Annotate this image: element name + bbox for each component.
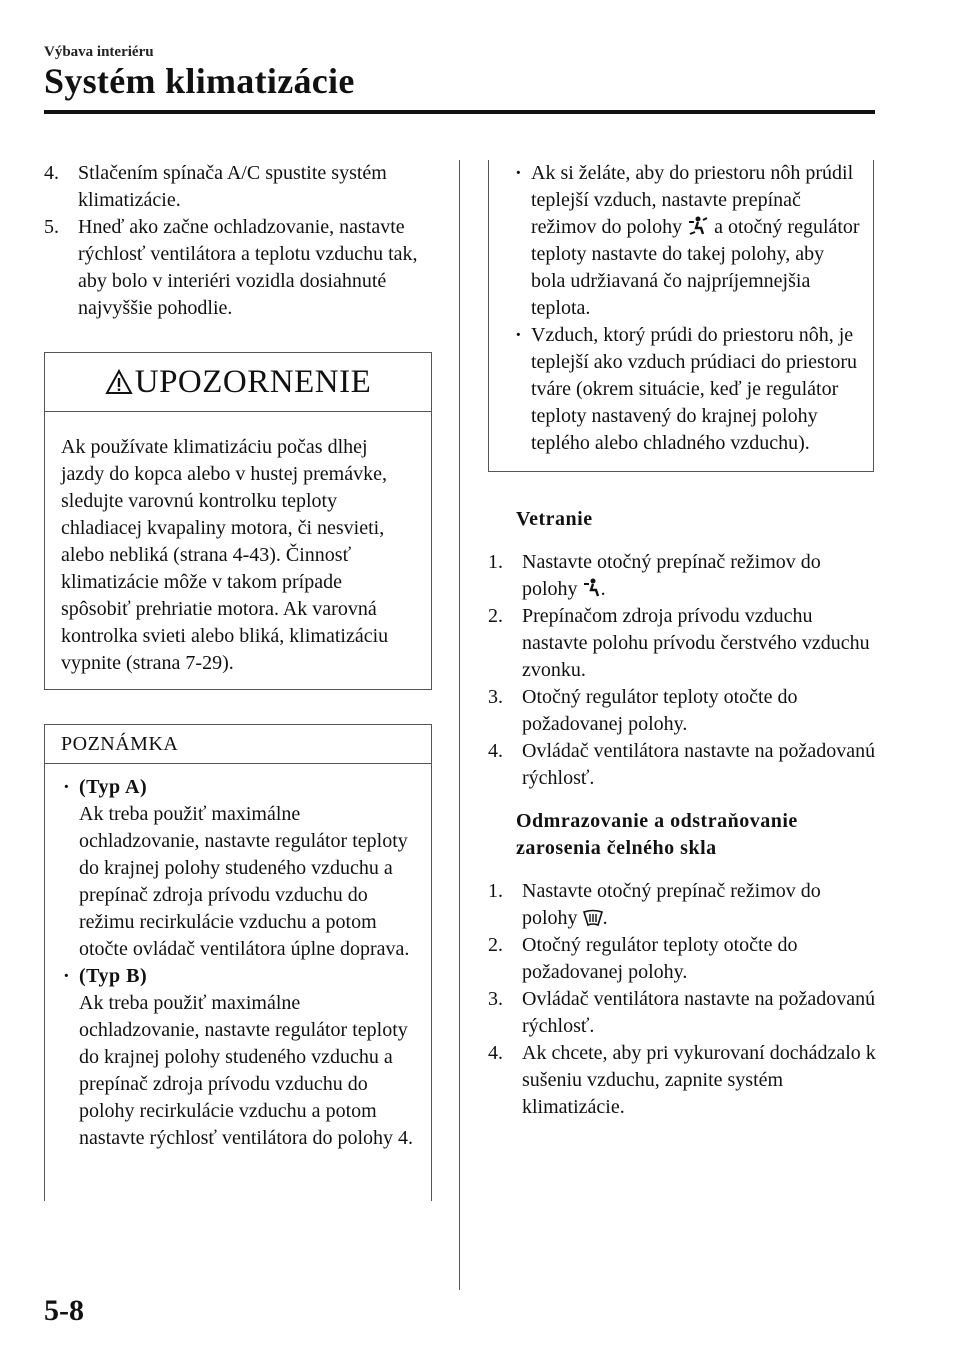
step-item [488, 603, 876, 684]
left-column [44, 160, 432, 1201]
step-number: 1. [488, 880, 503, 902]
tip-text: Vzduch, ktorý prúdi do priestoru nôh, je teplejší ako vzduch prúdiaci do priestoru tváre (okrem situácie, keď je regulátor teploty nastavený do krajnej polohy teplého alebo chladného vzduchu). [531, 324, 858, 454]
step-number: 2. [488, 605, 503, 627]
bullet-dot-icon: · [63, 776, 70, 798]
note-box [44, 724, 432, 1201]
step-item [488, 878, 876, 932]
tip-item [515, 160, 863, 322]
note-item [63, 963, 419, 1152]
warning-text: Ak používate klimatizáciu počas dlhej jazdy do kopca alebo v hustej premávke, sledujte varovnú kontrolku teploty chladiacej kvapaliny motora, či nesvieti, alebo nebliká (strana 4-43). Činnosť klimatizácie môže v takom prípade spôsobiť prehriatie motora. Ak varovná kontrolka svieti alebo bliká, klimatizáciu vypnite (strana 7-29). [61, 436, 389, 674]
defrost-steps [488, 878, 876, 1121]
step-number: 3. [488, 988, 503, 1010]
step-item [44, 214, 432, 322]
step-number: 4. [488, 740, 503, 762]
step-text-after: . [600, 578, 606, 600]
step-item [488, 684, 876, 738]
tip-box [488, 160, 874, 472]
note-title: POZNÁMKA [45, 725, 431, 764]
step-text: Otočný regulátor teploty otočte do požadovanej polohy. [522, 934, 798, 983]
tip-item [515, 322, 863, 457]
bullet-dot-icon: · [515, 324, 522, 346]
note-item-label: (Typ B) [79, 965, 148, 987]
note-item [63, 774, 419, 963]
step-number: 2. [488, 934, 503, 956]
title-rule [44, 110, 875, 114]
note-item-text: Ak treba použiť maximálne ochladzovanie, nastavte regulátor teploty do krajnej polohy studeného vzduchu a prepínač zdroja prívodu vzduchu do polohy recirkulácie vzduchu a potom nastavte rýchlosť ventilátora do polohy 4. [79, 992, 414, 1149]
step-text: Hneď ako začne ochladzovanie, nastavte rýchlosť ventilátora a teplotu vzduchu tak, aby bolo v interiéri vozidla dosiahnuté najvyššie pohodlie. [78, 216, 418, 319]
step-text-before: Nastavte otočný prepínač režimov do polohy [522, 880, 821, 929]
warning-box [44, 352, 432, 690]
section-label: Výbava interiéru [44, 44, 154, 60]
page-title: Systém klimatizácie [44, 61, 355, 101]
column-divider [459, 160, 460, 1290]
note-item-label: (Typ A) [79, 776, 148, 798]
step-number: 4. [44, 162, 59, 184]
step-item [488, 1040, 876, 1121]
note-body [45, 764, 431, 1152]
step-text: Ovládač ventilátora nastavte na požadovanú rýchlosť. [522, 988, 876, 1037]
note-item-text: Ak treba použiť maximálne ochladzovanie, nastavte regulátor teploty do krajnej polohy studeného vzduchu a prepínač zdroja prívodu vzduchu do režimu recirkulácie vzduchu a potom otočte ovládač ventilátora úplne doprava. [79, 803, 410, 960]
step-text: Ak chcete, aby pri vykurovaní dochádzalo k sušeniu vzduchu, zapnite systém klimatizácie. [522, 1042, 876, 1118]
step-number: 5. [44, 216, 59, 238]
step-number: 3. [488, 686, 503, 708]
tip-text-after: a otočný regulátor teploty nastavte do takej polohy, aby bola udržiavaná čo najpríjemnejšia teplota. [531, 216, 860, 319]
step-item [488, 932, 876, 986]
defrost-heading-line2: zarosenia čelného skla [516, 837, 717, 859]
defrost-heading-line1: Odmrazovanie a odstraňovanie [516, 810, 798, 832]
step-text: Prepínačom zdroja prívodu vzduchu nastavte polohu prívodu čerstvého vzduchu zvonku. [522, 605, 870, 681]
ventilation-heading: Vetranie [516, 508, 593, 530]
bullet-dot-icon: · [515, 162, 522, 184]
step-text: Otočný regulátor teploty otočte do požadovanej polohy. [522, 686, 798, 735]
step-text: Stlačením spínača A/C spustite systém klimatizácie. [78, 162, 387, 211]
tip-text-before: Ak si želáte, aby do priestoru nôh prúdil teplejší vzduch, nastavte prepínač režimov do polohy [531, 162, 854, 238]
right-column [488, 160, 876, 1121]
ventilation-steps [488, 549, 876, 792]
step-text-before: Nastavte otočný prepínač režimov do polohy [522, 551, 821, 600]
step-number: 4. [488, 1042, 503, 1064]
warning-title: UPOZORNENIE [134, 363, 372, 400]
step-item [44, 160, 432, 214]
step-text: Ovládač ventilátora nastavte na požadovanú rýchlosť. [522, 740, 876, 789]
face-mode-icon [583, 578, 601, 598]
warning-triangle-icon [105, 369, 133, 395]
page-number: 5-8 [44, 1294, 84, 1327]
step-item [488, 986, 876, 1040]
step-item [488, 738, 876, 792]
step-text-after: . [602, 907, 608, 929]
windshield-defrost-icon [583, 909, 603, 927]
bullet-dot-icon: · [63, 965, 70, 987]
step-item [488, 549, 876, 603]
step-number: 1. [488, 551, 503, 573]
warning-header [45, 353, 431, 412]
floor-face-mode-icon [687, 216, 709, 236]
